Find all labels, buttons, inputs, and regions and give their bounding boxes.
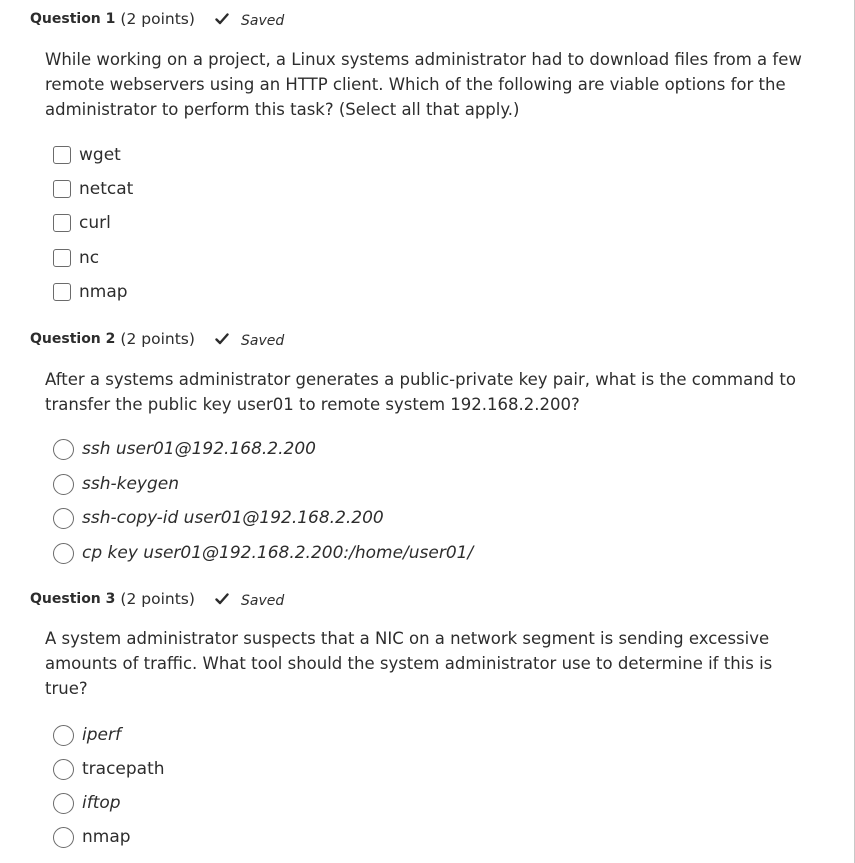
option-ssh-keygen[interactable]: [53, 472, 179, 496]
saved-label: Saved: [241, 12, 285, 29]
option-iperf[interactable]: [53, 723, 121, 747]
checkmark-icon: [215, 332, 229, 346]
radio-button[interactable]: [53, 543, 74, 564]
saved-label: Saved: [241, 592, 285, 609]
option-label: ssh-copy-id user01@192.168.2.200: [82, 508, 384, 528]
checkmark-icon: [215, 592, 229, 606]
option-curl[interactable]: [53, 211, 111, 235]
option-label: iftop: [82, 793, 121, 813]
radio-button[interactable]: [53, 759, 74, 780]
question-points: (2 points): [120, 10, 195, 28]
option-iftop[interactable]: [53, 791, 121, 815]
radio-button[interactable]: [53, 439, 74, 460]
question-number: 3: [105, 591, 116, 607]
option-nmap[interactable]: [53, 280, 128, 304]
option-ssh-copy-id[interactable]: [53, 506, 384, 530]
question-number: 1: [105, 11, 116, 27]
saved-status: [215, 588, 284, 610]
radio-button[interactable]: [53, 474, 74, 495]
checkbox[interactable]: [53, 283, 71, 301]
option-label: nmap: [79, 282, 128, 302]
question-text: A system administrator suspects that a NIC on a network segment is sending excessive amounts of traffic. What tool should the system administrator use to determine if this is true?: [45, 629, 773, 698]
option-label: netcat: [79, 179, 134, 199]
question-header: [30, 328, 195, 350]
option-label: ssh-keygen: [82, 474, 180, 494]
question-text: After a systems administrator generates a public-private key pair, what is the command to transfer the public key user01 to remote system 192.168.2.200?: [45, 370, 796, 414]
radio-button[interactable]: [53, 827, 74, 848]
option-label: tracepath: [82, 759, 165, 779]
option-label: curl: [79, 213, 111, 233]
option-cp-key[interactable]: [53, 541, 473, 565]
question-title: [30, 591, 115, 607]
option-ssh[interactable]: [53, 437, 316, 461]
option-label: ssh user01@192.168.2.200: [82, 439, 316, 459]
question-points: (2 points): [120, 330, 195, 348]
option-nc[interactable]: [53, 246, 99, 270]
question-header: [30, 588, 195, 610]
radio-button[interactable]: [53, 725, 74, 746]
checkbox[interactable]: [53, 214, 71, 232]
question-title: [30, 11, 115, 27]
option-netcat[interactable]: [53, 177, 133, 201]
question-label: Question: [30, 591, 101, 607]
option-label: nc: [79, 248, 100, 268]
saved-status: [215, 328, 284, 350]
question-header: [30, 8, 195, 30]
question-label: Question: [30, 331, 101, 347]
checkbox[interactable]: [53, 249, 71, 267]
question-text: While working on a project, a Linux systems administrator had to download files from a few remote webservers using an HTTP client. Which of the following are viable options for the administrator to perform this task? (Select all that apply.): [45, 50, 802, 119]
option-label: iperf: [82, 725, 121, 745]
question-label: Question: [30, 11, 101, 27]
saved-label: Saved: [241, 332, 285, 349]
option-label: wget: [79, 145, 121, 165]
option-nmap[interactable]: [53, 825, 131, 849]
option-wget[interactable]: [53, 143, 121, 167]
question-title: [30, 331, 115, 347]
option-tracepath[interactable]: [53, 757, 165, 781]
checkbox[interactable]: [53, 180, 71, 198]
checkbox[interactable]: [53, 146, 71, 164]
checkmark-icon: [215, 12, 229, 26]
option-label: cp key user01@192.168.2.200:/home/user01/: [82, 543, 474, 563]
question-number: 2: [105, 331, 116, 347]
radio-button[interactable]: [53, 508, 74, 529]
radio-button[interactable]: [53, 793, 74, 814]
question-points: (2 points): [120, 590, 195, 608]
option-label: nmap: [82, 827, 131, 847]
saved-status: [215, 8, 284, 30]
